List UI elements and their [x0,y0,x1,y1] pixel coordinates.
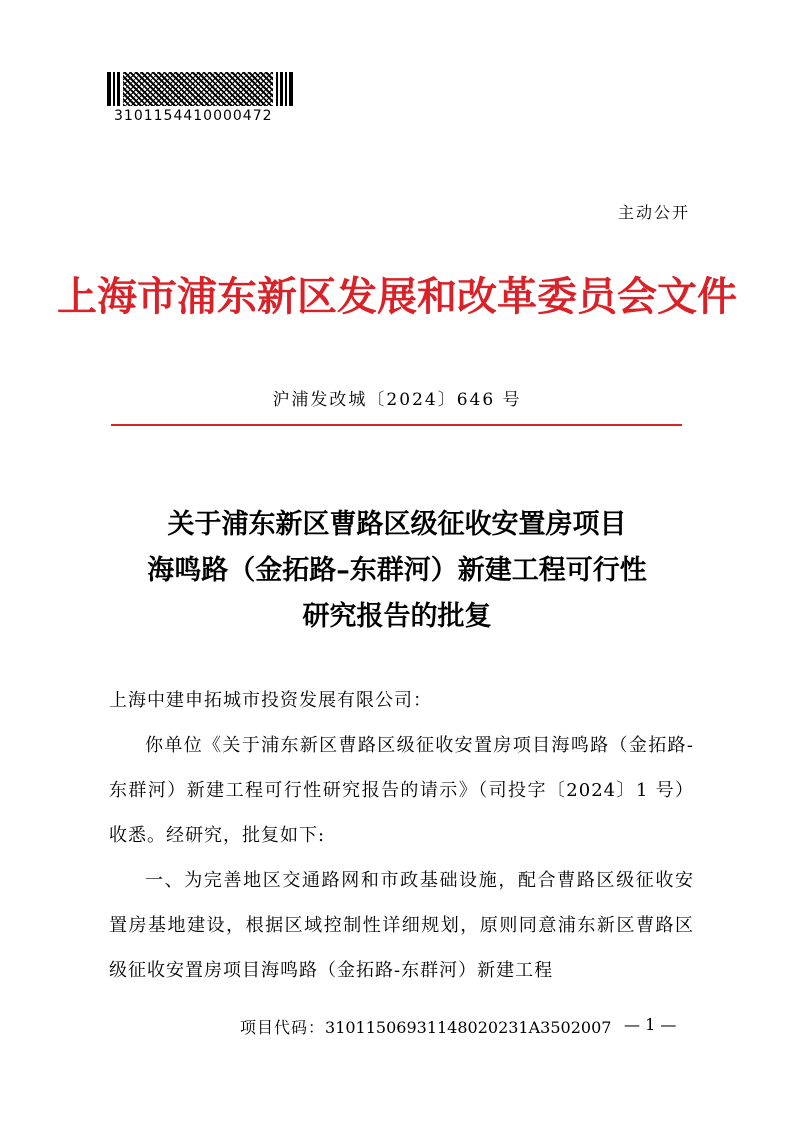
barcode-number: 3101154410000472 [114,108,273,124]
document-number: 沪浦发改城〔2024〕646 号 [272,390,522,410]
red-divider [111,424,682,426]
project-code [240,1015,611,1038]
project-code-value: 31011506931148020231A3502007 [325,1018,612,1037]
issuer-heading: 上海市浦东新区发展和改革委员会文件 [57,273,737,320]
project-code-label: 项目代码： [240,1018,326,1037]
salutation: 上海中建申拓城市投资发展有限公司： [109,690,432,711]
page-number: — 1 — [624,1015,677,1034]
disclosure-status: 主动公开 [617,203,690,222]
barcode [107,72,297,106]
document-title [0,502,794,640]
title-line: 海鸣路（金拓路–东群河）新建工程可行性 [147,555,647,586]
title-line: 关于浦东新区曹路区级征收安置房项目 [167,509,627,540]
title-line: 研究报告的批复 [302,601,492,632]
document-body [109,678,694,993]
body-paragraph: 一、为完善地区交通路网和市政基础设施，配合曹路区级征收安置房基地建设，根据区域控制性详细规划，原则同意浦东新区曹路区级征收安置房项目海鸣路（金拓路-东群河）新建工程 [109,870,694,981]
body-paragraph: 你单位《关于浦东新区曹路区级征收安置房项目海鸣路（金拓路-东群河）新建工程可行性研究报告的请示》（司投字〔2024〕1 号）收悉。经研究，批复如下: [109,735,694,846]
